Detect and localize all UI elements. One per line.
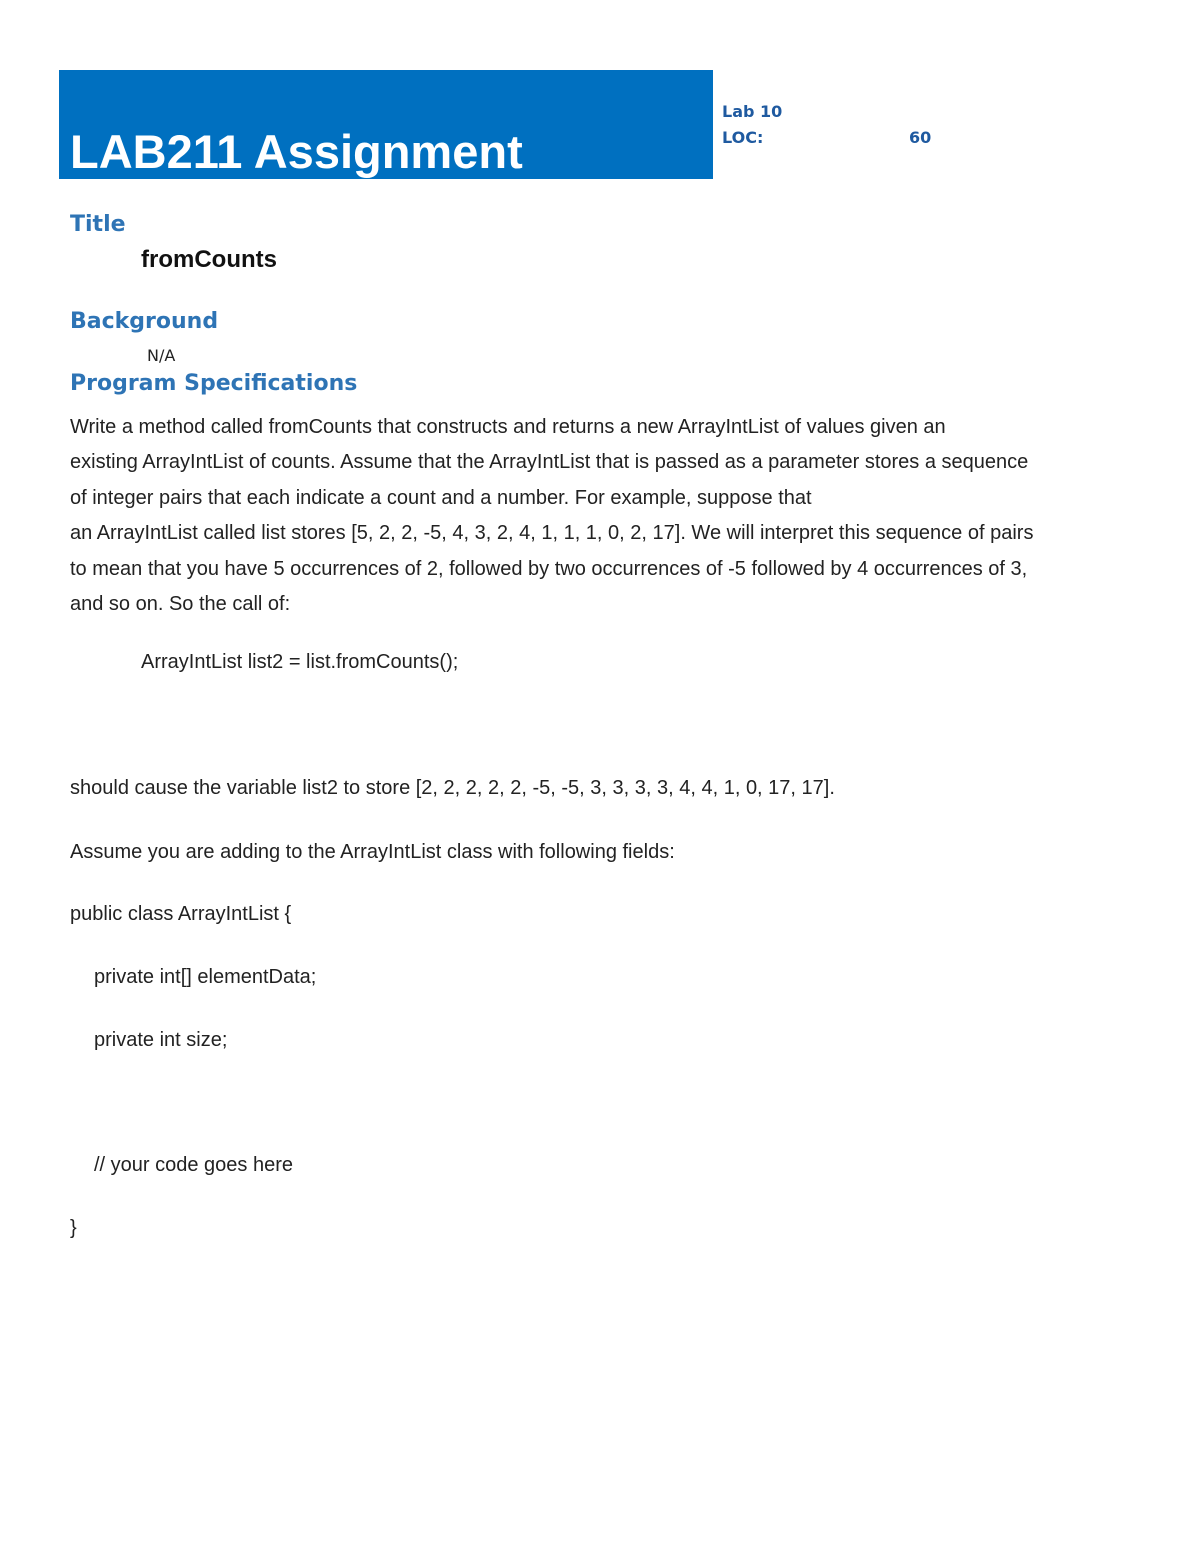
code-closing-brace: } (70, 1217, 77, 1239)
spec-line: and so on. So the call of: (70, 593, 291, 616)
loc-value: 60 (909, 128, 932, 147)
assume-line: Assume you are adding to the ArrayIntList class with following fields: (70, 841, 675, 863)
background-value: N/A (147, 346, 176, 365)
lab-meta (722, 102, 932, 154)
spec-line: Write a method called fromCounts that constructs and returns a new ArrayIntList of values given an (70, 416, 946, 438)
code-field-element-data: private int[] elementData; (94, 966, 317, 988)
page-title: LAB211 Assignment (70, 125, 523, 178)
assignment-title: fromCounts (141, 246, 277, 273)
code-call-example: ArrayIntList list2 = list.fromCounts(); (141, 651, 459, 673)
spec-line: an ArrayIntList called list stores [5, 2, 2, -5, 4, 3, 2, 4, 1, 1, 1, 0, 2, 17]. We will interpret this sequence of pairs (70, 522, 1034, 545)
loc-label: LOC: (722, 128, 764, 147)
spec-heading: Program Specifications (70, 371, 358, 396)
spec-line: of integer pairs that each indicate a count and a number. For example, suppose that (70, 486, 812, 509)
loc-row (722, 128, 932, 154)
header-banner (59, 70, 713, 179)
spec-line: existing ArrayIntList of counts. Assume that the ArrayIntList that is passed as a parameter stores a sequence (70, 451, 1029, 474)
code-field-size: private int size; (94, 1029, 228, 1051)
code-comment: // your code goes here (94, 1154, 294, 1176)
title-heading: Title (70, 212, 126, 237)
spec-line: to mean that you have 5 occurrences of 2, followed by two occurrences of -5 followed by 4 occurrences of 3, (70, 557, 1028, 580)
lab-number: Lab 10 (722, 102, 783, 121)
result-line: should cause the variable list2 to store [2, 2, 2, 2, 2, -5, -5, 3, 3, 3, 3, 4, 4, 1, 0, 17, 17]. (70, 777, 835, 799)
code-class-declaration: public class ArrayIntList { (70, 903, 292, 925)
lab-number-row (722, 102, 782, 128)
spec-paragraph (70, 410, 1130, 622)
background-heading: Background (70, 309, 219, 334)
